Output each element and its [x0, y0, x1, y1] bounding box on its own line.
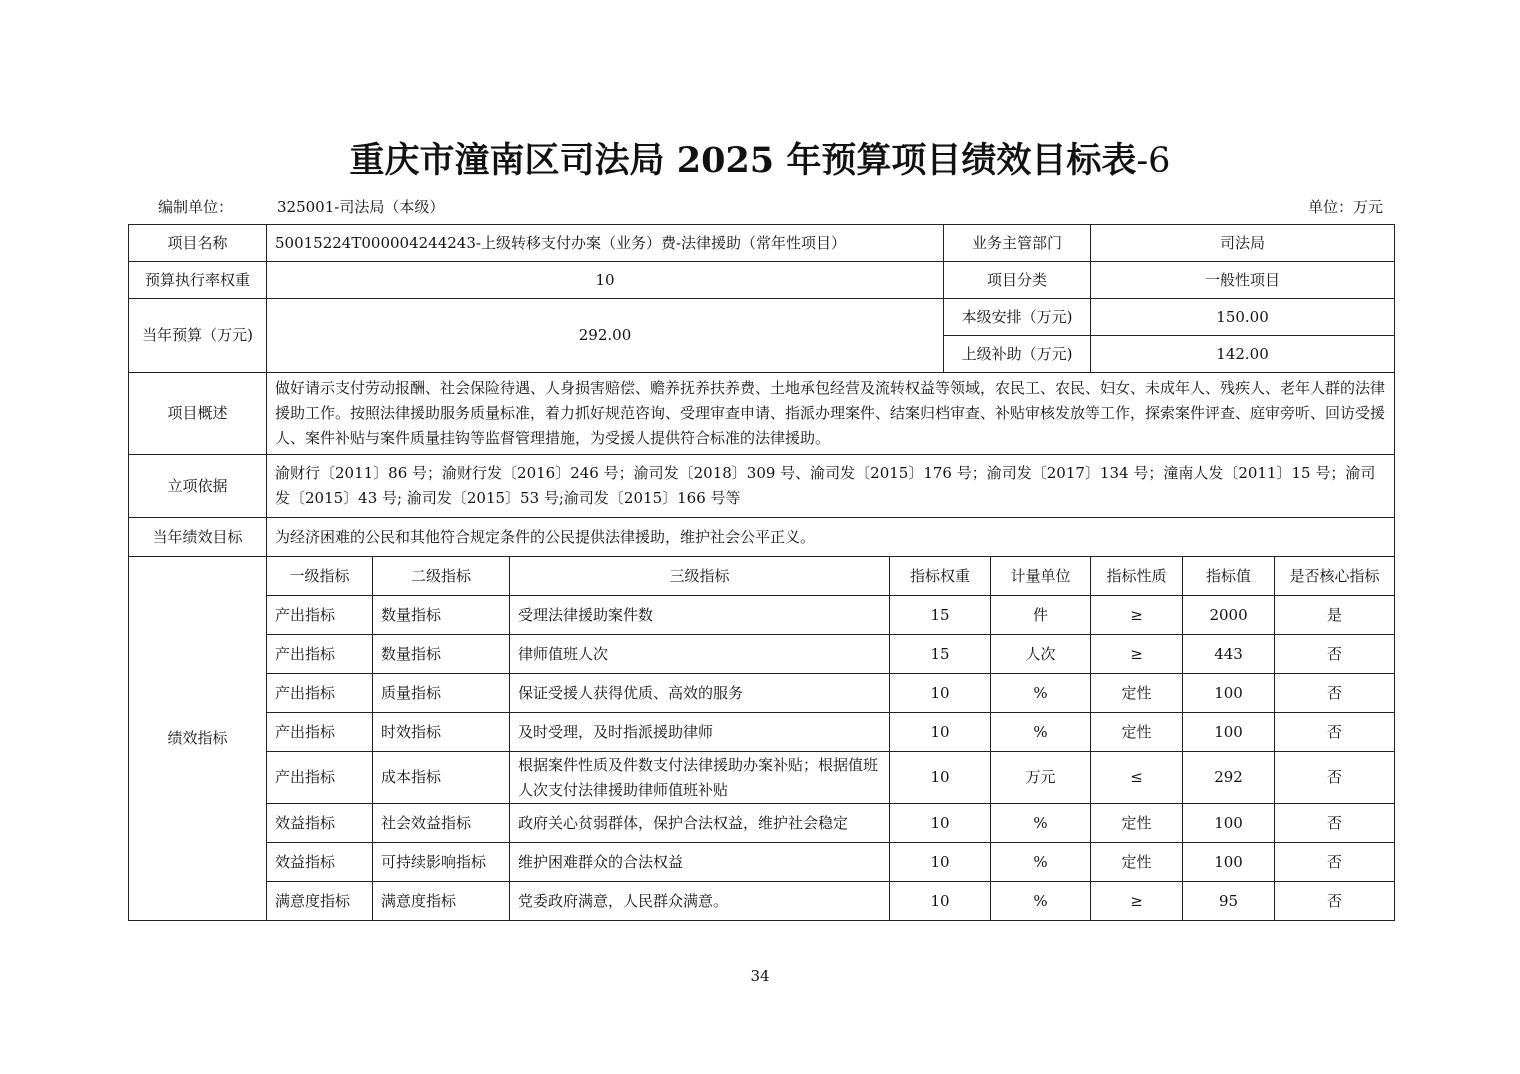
- level1-cell: 效益指标: [267, 843, 373, 882]
- nature-cell: ≥: [1091, 882, 1183, 921]
- level1-cell: 产出指标: [267, 752, 373, 804]
- level2-cell: 成本指标: [373, 752, 510, 804]
- value-cell: 443: [1183, 635, 1275, 674]
- unit-cell: %: [991, 882, 1091, 921]
- row-goal: [129, 518, 1395, 557]
- core-cell: 否: [1275, 882, 1395, 921]
- category-value: 一般性项目: [1091, 262, 1395, 299]
- table-row: [129, 752, 1395, 804]
- core-cell: 否: [1275, 752, 1395, 804]
- weight-cell: 10: [890, 674, 991, 713]
- table-row: [129, 713, 1395, 752]
- header-level1: 一级指标: [267, 557, 373, 596]
- header-weight: 指标权重: [890, 557, 991, 596]
- level1-cell: 满意度指标: [267, 882, 373, 921]
- overview-value: 做好请示支付劳动报酬、社会保险待遇、人身损害赔偿、赡养抚养扶养费、土地承包经营及流转权益等领域，农民工、农民、妇女、未成年人、残疾人、老年人群的法律援助工作。按照法律援助服务质量标准，着力抓好规范咨询、受理审查申请、指派办理案件、结案归档审查、补贴审核发放等工作，探索案件评查、庭审旁听、回访受援人、案件补贴与案件质量挂钩等监督管理措施，为受援人提供符合标准的法律援助。: [267, 373, 1395, 455]
- local-label: 本级安排（万元): [944, 299, 1091, 336]
- weight-cell: 10: [890, 713, 991, 752]
- nature-cell: ≥: [1091, 596, 1183, 635]
- level3-cell: 维护困难群众的合法权益: [510, 843, 890, 882]
- value-cell: 292: [1183, 752, 1275, 804]
- row-budget: [129, 299, 1395, 336]
- level3-cell: 保证受援人获得优质、高效的服务: [510, 674, 890, 713]
- dept-value: 司法局: [1091, 225, 1395, 262]
- table-row: [129, 635, 1395, 674]
- core-cell: 否: [1275, 635, 1395, 674]
- page-number: 34: [750, 967, 770, 985]
- unit-cell: 人次: [991, 635, 1091, 674]
- nature-cell: 定性: [1091, 713, 1183, 752]
- performance-table: [128, 224, 1395, 921]
- level3-cell: 根据案件性质及件数支付法律援助办案补贴；根据值班人次支付法律援助律师值班补贴: [510, 752, 890, 804]
- unit-cell: 件: [991, 596, 1091, 635]
- budget-label: 当年预算（万元): [129, 299, 267, 373]
- core-cell: 是: [1275, 596, 1395, 635]
- weight-value: 10: [267, 262, 944, 299]
- level3-cell: 受理法律援助案件数: [510, 596, 890, 635]
- title-suffix: -6: [1136, 141, 1171, 181]
- value-cell: 100: [1183, 843, 1275, 882]
- level3-cell: 律师值班人次: [510, 635, 890, 674]
- core-cell: 否: [1275, 843, 1395, 882]
- level1-cell: 产出指标: [267, 635, 373, 674]
- goal-value: 为经济困难的公民和其他符合规定条件的公民提供法律援助，维护社会公平正义。: [267, 518, 1395, 557]
- header-nature: 指标性质: [1091, 557, 1183, 596]
- level1-cell: 产出指标: [267, 674, 373, 713]
- level3-cell: 及时受理，及时指派援助律师: [510, 713, 890, 752]
- level2-cell: 满意度指标: [373, 882, 510, 921]
- title-main: 重庆市潼南区司法局 2025 年预算项目绩效目标表: [349, 140, 1137, 181]
- nature-cell: 定性: [1091, 674, 1183, 713]
- level3-cell: 党委政府满意，人民群众满意。: [510, 882, 890, 921]
- row-overview: [129, 373, 1395, 455]
- nature-cell: ≥: [1091, 635, 1183, 674]
- local-value: 150.00: [1091, 299, 1395, 336]
- overview-label: 项目概述: [129, 373, 267, 455]
- table-row: [129, 804, 1395, 843]
- level1-cell: 产出指标: [267, 596, 373, 635]
- header-unit: 计量单位: [991, 557, 1091, 596]
- org-label: 编制单位：: [158, 198, 234, 216]
- core-cell: 否: [1275, 674, 1395, 713]
- core-cell: 否: [1275, 713, 1395, 752]
- upper-value: 142.00: [1091, 336, 1395, 373]
- table-row: [129, 843, 1395, 882]
- org-value: 325001-司法局（本级）: [277, 198, 445, 216]
- level2-cell: 可持续影响指标: [373, 843, 510, 882]
- level3-cell: 政府关心贫弱群体，保护合法权益，维护社会稳定: [510, 804, 890, 843]
- row-basis: [129, 455, 1395, 518]
- unit-cell: 万元: [991, 752, 1091, 804]
- unit-cell: %: [991, 804, 1091, 843]
- value-cell: 95: [1183, 882, 1275, 921]
- indicator-header-row: [129, 557, 1395, 596]
- goal-label: 当年绩效目标: [129, 518, 267, 557]
- value-cell: 100: [1183, 713, 1275, 752]
- row-weight: [129, 262, 1395, 299]
- weight-cell: 10: [890, 752, 991, 804]
- upper-label: 上级补助（万元): [944, 336, 1091, 373]
- dept-label: 业务主管部门: [944, 225, 1091, 262]
- level1-cell: 产出指标: [267, 713, 373, 752]
- nature-cell: 定性: [1091, 843, 1183, 882]
- value-cell: 2000: [1183, 596, 1275, 635]
- level2-cell: 社会效益指标: [373, 804, 510, 843]
- value-cell: 100: [1183, 674, 1275, 713]
- nature-cell: 定性: [1091, 804, 1183, 843]
- basis-label: 立项依据: [129, 455, 267, 518]
- level2-cell: 质量指标: [373, 674, 510, 713]
- category-label: 项目分类: [944, 262, 1091, 299]
- weight-cell: 15: [890, 635, 991, 674]
- basis-value: 渝财行〔2011〕86 号；渝财行发〔2016〕246 号；渝司发〔2018〕309 号、渝司发〔2015〕176 号；渝司发〔2017〕134 号；潼南人发〔2011〕15 号；渝司发〔2015〕43 号; 渝司发〔2015〕53 号;渝司发〔2015〕166 号等: [267, 455, 1395, 518]
- table-row: [129, 674, 1395, 713]
- weight-label: 预算执行率权重: [129, 262, 267, 299]
- core-cell: 否: [1275, 804, 1395, 843]
- weight-cell: 10: [890, 843, 991, 882]
- header-core: 是否核心指标: [1275, 557, 1395, 596]
- header-level2: 二级指标: [373, 557, 510, 596]
- nature-cell: ≤: [1091, 752, 1183, 804]
- page-title: [0, 133, 1520, 183]
- weight-cell: 15: [890, 596, 991, 635]
- level2-cell: 数量指标: [373, 596, 510, 635]
- unit-label: 单位：万元: [1307, 198, 1383, 216]
- unit-cell: %: [991, 843, 1091, 882]
- budget-value: 292.00: [267, 299, 944, 373]
- level1-cell: 效益指标: [267, 804, 373, 843]
- header-value: 指标值: [1183, 557, 1275, 596]
- weight-cell: 10: [890, 882, 991, 921]
- level2-cell: 数量指标: [373, 635, 510, 674]
- table-row: [129, 596, 1395, 635]
- unit-cell: %: [991, 713, 1091, 752]
- value-cell: 100: [1183, 804, 1275, 843]
- header-level3: 三级指标: [510, 557, 890, 596]
- table-row: [129, 882, 1395, 921]
- project-name-label: 项目名称: [129, 225, 267, 262]
- indicators-section-label: 绩效指标: [129, 557, 267, 921]
- row-project-name: [129, 225, 1395, 262]
- weight-cell: 10: [890, 804, 991, 843]
- level2-cell: 时效指标: [373, 713, 510, 752]
- project-name-value: 50015224T000004244243-上级转移支付办案（业务）费-法律援助（常年性项目）: [267, 225, 944, 262]
- unit-cell: %: [991, 674, 1091, 713]
